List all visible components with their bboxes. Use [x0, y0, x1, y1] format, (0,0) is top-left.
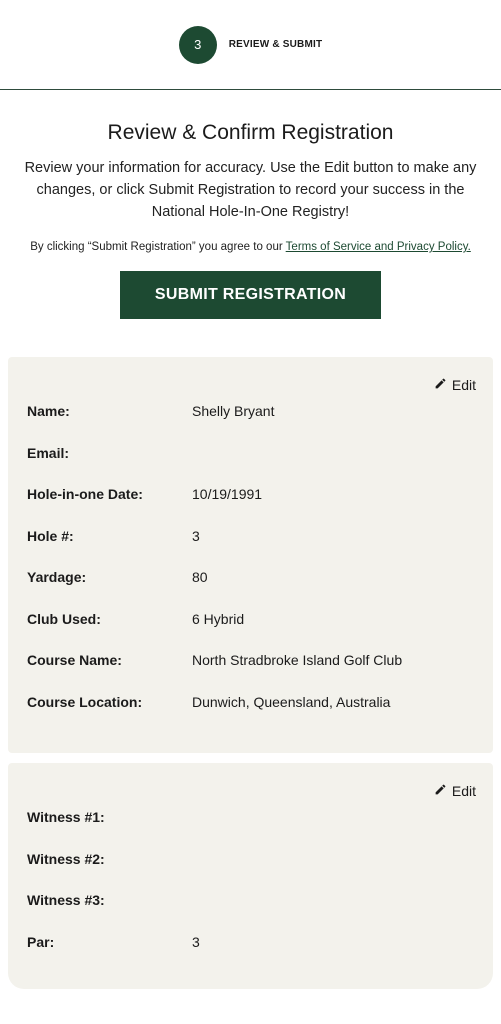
field-label: Witness #1: [27, 809, 105, 825]
edit-row [27, 781, 474, 801]
edit-witness-button[interactable] [434, 781, 476, 801]
field-label: Name: [27, 403, 70, 419]
pencil-icon [434, 783, 447, 799]
field-value: Shelly Bryant [192, 403, 275, 419]
field-label: Course Name: [27, 652, 122, 668]
step-number-badge: 3 [179, 26, 217, 64]
field-value: Dunwich, Queensland, Australia [192, 693, 391, 710]
field-label: Email: [27, 444, 70, 461]
details-field-list [27, 403, 474, 735]
field-row [27, 694, 474, 736]
field-row [27, 569, 474, 611]
field-row [27, 652, 474, 694]
field-label: Course Location: [27, 693, 143, 710]
field-label: Club Used: [27, 610, 101, 627]
witness-field-list [27, 809, 474, 975]
edit-label: Edit [451, 377, 476, 393]
field-row [27, 934, 474, 976]
field-value: 6 Hybrid [192, 610, 245, 627]
submit-wrap [0, 271, 501, 319]
field-label: Yardage: [27, 569, 87, 585]
field-label: Hole-in-one Date: [27, 486, 143, 502]
field-value: 10/19/1991 [192, 486, 263, 502]
registration-details-card [8, 357, 493, 753]
step-label: REVIEW & SUBMIT [228, 39, 323, 50]
terms-prefix: By clicking “Submit Registration” you agree to our [30, 241, 286, 253]
field-row [27, 403, 474, 445]
field-value: North Stradbroke Island Golf Club [192, 652, 403, 668]
pencil-icon [434, 377, 447, 393]
terms-notice [2, 237, 499, 257]
edit-label: Edit [451, 783, 476, 799]
intro-text: Review your information for accuracy. Use the Edit button to make any changes, or click Submit Registration to record your success in the National Hole-In-One Registry! [24, 160, 477, 220]
submit-registration-button[interactable]: SUBMIT REGISTRATION [120, 271, 381, 319]
field-row [27, 486, 474, 528]
field-row [27, 611, 474, 653]
page-title: Review & Confirm Registration [107, 121, 394, 144]
field-row [27, 892, 474, 934]
terms-link[interactable]: Terms of Service and Privacy Policy. [285, 241, 471, 253]
field-row [27, 851, 474, 893]
step-header [0, 0, 501, 90]
field-label: Hole #: [27, 527, 74, 544]
field-value: 80 [192, 569, 208, 585]
field-label: Witness #2: [27, 850, 105, 867]
field-row [27, 528, 474, 570]
field-label: Par: [27, 933, 55, 950]
field-row [27, 809, 474, 851]
field-value: 3 [192, 527, 200, 544]
field-label: Witness #3: [27, 892, 105, 908]
edit-row [27, 375, 474, 395]
field-row [27, 445, 474, 487]
witness-details-card [8, 763, 493, 989]
edit-details-button[interactable] [434, 375, 476, 395]
field-value: 3 [192, 933, 200, 950]
